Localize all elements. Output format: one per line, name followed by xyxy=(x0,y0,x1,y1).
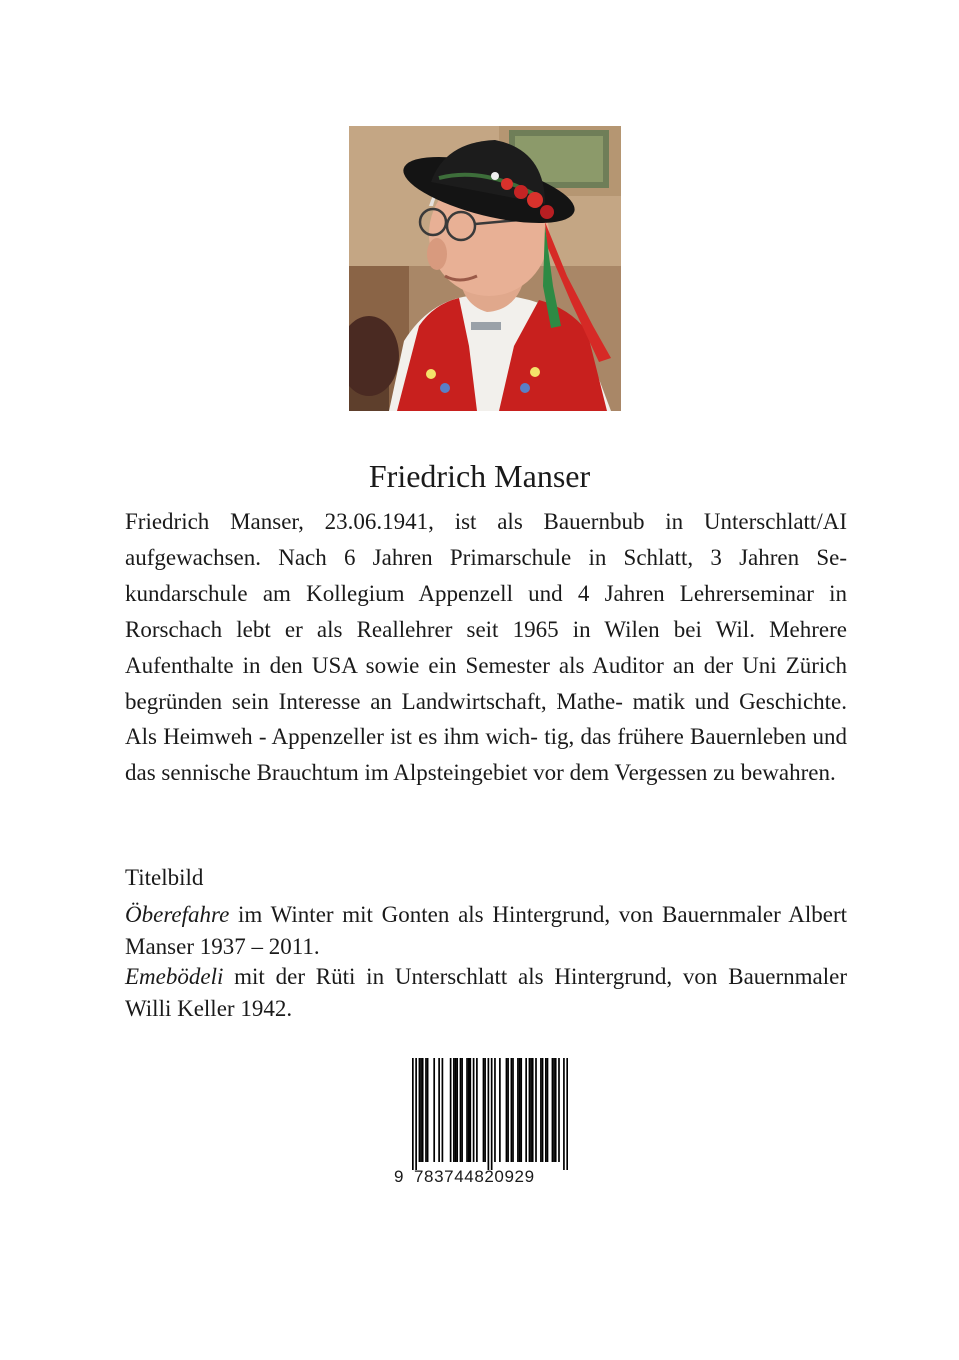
artwork-description: mit der Rüti in Unterschlatt als Hintergrund, von Bauernmaler Willi Keller 1942. xyxy=(125,964,847,1021)
barcode-bar xyxy=(456,1058,458,1162)
barcode-bar xyxy=(517,1058,519,1162)
bio-line: der Uni Zürich begründen sein Interesse an Landwirtschaft, Mathe- xyxy=(125,652,847,714)
bio-line: Alpsteingebiet vor dem Vergessen zu bewahren. xyxy=(393,760,836,786)
barcode-bar xyxy=(540,1058,542,1162)
barcode-bar xyxy=(450,1058,452,1162)
cover-caption-heading: Titelbild xyxy=(125,865,204,890)
barcode-bar xyxy=(420,1058,422,1162)
barcode-bar xyxy=(553,1058,555,1162)
barcode-bar xyxy=(555,1058,557,1162)
artwork-title: Emebödeli xyxy=(125,964,224,989)
author-name: Friedrich Manser xyxy=(368,458,591,494)
barcode-bar xyxy=(460,1058,462,1162)
barcode-bar xyxy=(427,1058,429,1162)
cover-caption-item xyxy=(125,961,847,1024)
barcode-bar xyxy=(494,1058,496,1162)
cover-caption-item xyxy=(125,899,847,962)
barcode-bar xyxy=(466,1058,468,1162)
barcode-bar xyxy=(412,1058,414,1170)
bio-line: aufgewachsen. Nach 6 Jahren Primarschule in Schlatt, 3 Jahren Se- xyxy=(125,544,847,570)
bio-line: kundarschule am Kollegium Appenzell und 4 Jahren Lehrerseminar xyxy=(125,580,814,606)
barcode-bar xyxy=(507,1058,509,1162)
barcode-bar xyxy=(506,1058,508,1162)
author-portrait-image xyxy=(349,126,621,411)
barcode-bar xyxy=(491,1058,493,1170)
barcode-bar xyxy=(563,1058,565,1170)
barcode-bar xyxy=(468,1058,470,1162)
barcode-bar xyxy=(483,1058,485,1162)
barcode-bar xyxy=(438,1058,440,1162)
barcode-bar xyxy=(461,1058,463,1162)
author-portrait xyxy=(349,126,621,411)
barcode-bar xyxy=(469,1058,471,1162)
barcode-bar xyxy=(488,1058,490,1170)
barcode-bar xyxy=(542,1058,544,1162)
barcode-bar xyxy=(499,1058,501,1162)
artwork-title: Öberefahre xyxy=(125,902,230,927)
barcode-bar xyxy=(453,1058,455,1162)
barcode-bar xyxy=(476,1058,478,1162)
isbn-lead-digit: 9 xyxy=(394,1167,404,1186)
barcode-bar xyxy=(529,1058,531,1162)
barcode-bar xyxy=(442,1058,444,1162)
barcode-bar xyxy=(512,1058,514,1162)
barcode-bar xyxy=(511,1058,513,1162)
bio-line: matik und Geschichte. Als Heimweh - Appenzeller ist es ihm wich- xyxy=(125,688,847,750)
author-biography xyxy=(125,504,847,791)
barcode-bar xyxy=(484,1058,486,1162)
barcode-bar xyxy=(525,1058,527,1162)
isbn-digit-groups: 783744820929 xyxy=(414,1167,535,1186)
barcode-bar xyxy=(547,1058,549,1162)
artwork-description: im Winter mit Gonten als Hintergrund, von Bauernmaler Albert Manser 1937 – 2011. xyxy=(125,902,847,959)
bio-line: in Rorschach lebt er als Reallehrer seit 1965 in Wilen bei Wil. xyxy=(125,580,848,642)
barcode-bars xyxy=(412,1058,568,1170)
barcode-bar xyxy=(473,1058,475,1162)
isbn-digits xyxy=(394,1166,568,1188)
barcode-bar xyxy=(455,1058,457,1162)
barcode-bar xyxy=(519,1058,521,1162)
bio-line: Mehrere Aufenthalte in den USA sowie ein Semester als Auditor an xyxy=(125,616,848,678)
barcode-bar xyxy=(558,1058,560,1162)
barcode-bar xyxy=(566,1058,568,1170)
barcode-bar xyxy=(415,1058,417,1170)
barcode-bar xyxy=(535,1058,537,1162)
barcode-bar xyxy=(530,1058,532,1162)
barcode-bar xyxy=(425,1058,427,1162)
bio-line: tig, das frühere Bauernleben und das sennische Brauchtum im xyxy=(125,724,847,786)
barcode-bar xyxy=(520,1058,522,1162)
barcode-bar xyxy=(419,1058,421,1162)
barcode-bar xyxy=(545,1058,547,1162)
isbn-barcode xyxy=(394,1058,568,1188)
barcode-bar xyxy=(422,1058,424,1162)
barcode-bar xyxy=(532,1058,534,1162)
barcode-bar xyxy=(433,1058,435,1162)
bio-line: Friedrich Manser, 23.06.1941, ist als Bauernbub in Unterschlatt/AI xyxy=(125,509,847,534)
barcode-bar xyxy=(552,1058,554,1162)
